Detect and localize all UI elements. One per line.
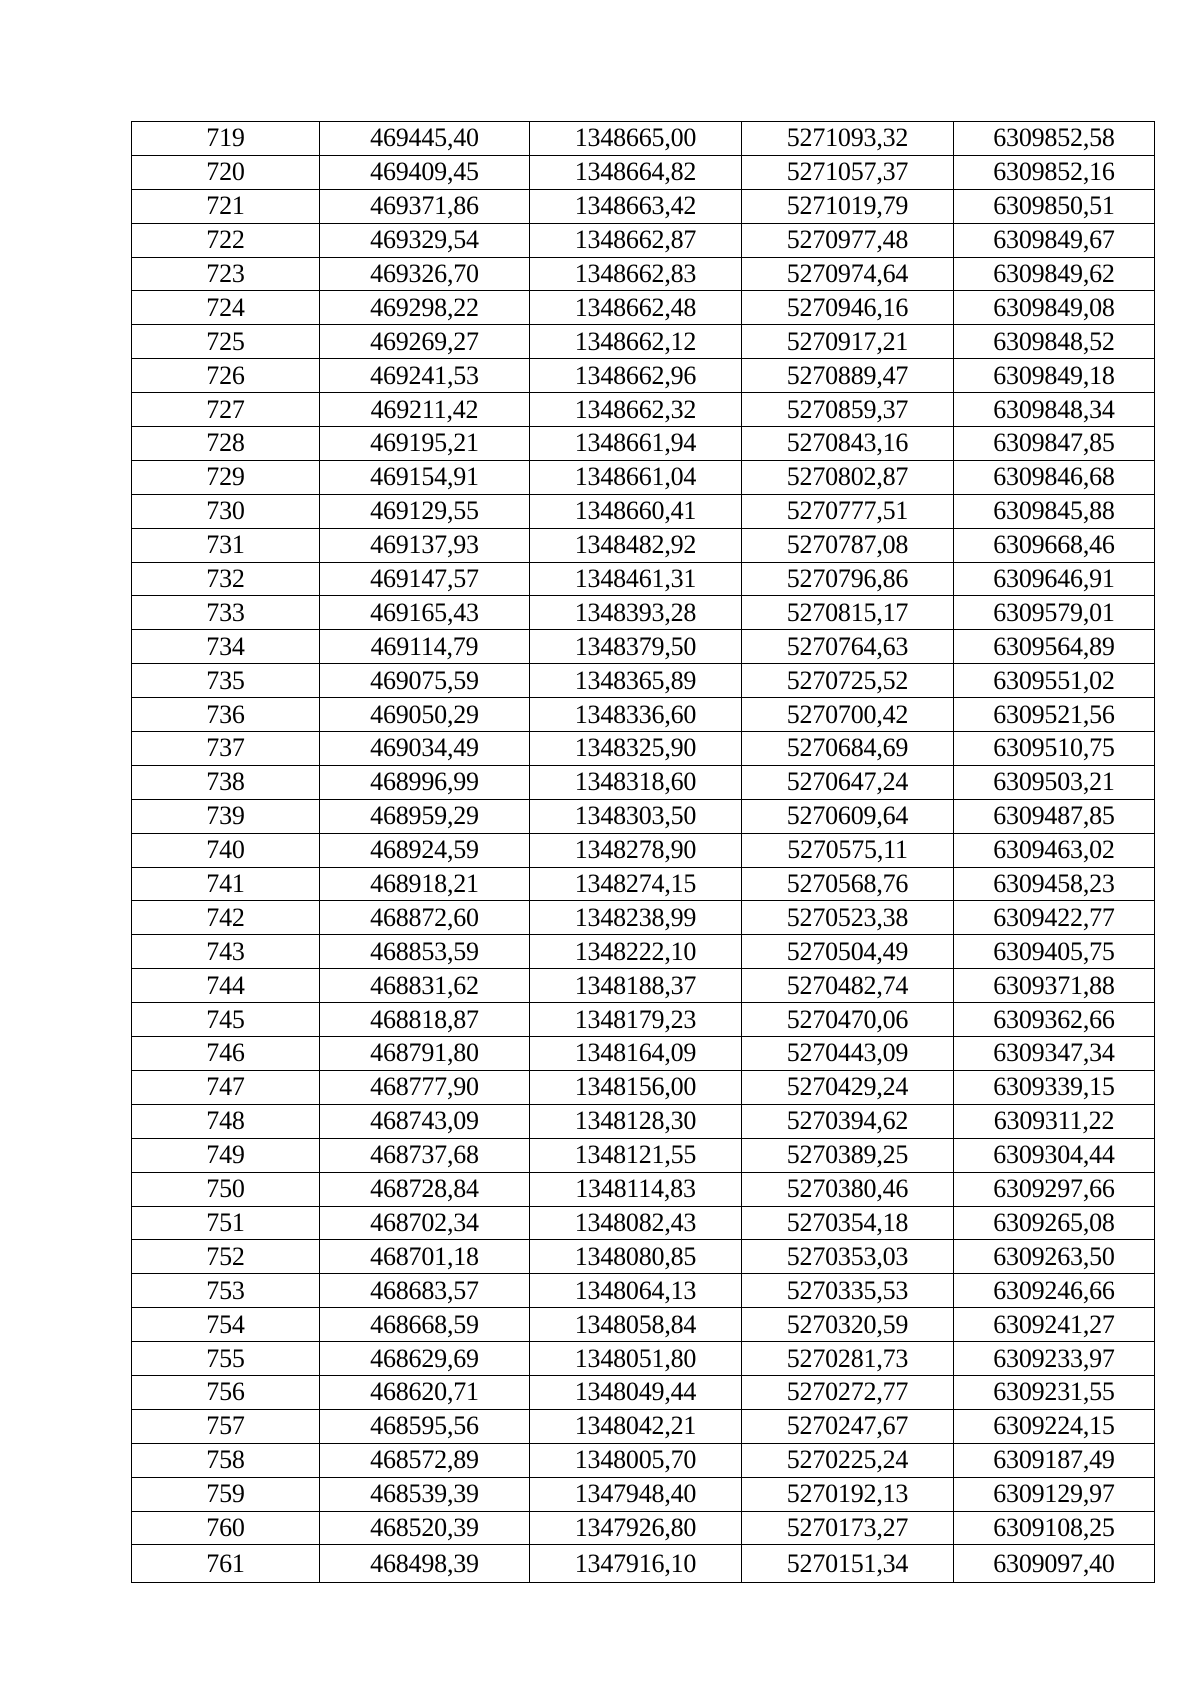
coordinate-x2-cell: 5270247,67 bbox=[742, 1409, 954, 1443]
coordinate-y1-cell: 1348121,55 bbox=[530, 1138, 742, 1172]
coordinate-x2-cell: 5270815,17 bbox=[742, 596, 954, 630]
coordinate-y2-cell: 6309487,85 bbox=[954, 799, 1155, 833]
table-row bbox=[132, 1037, 1155, 1071]
table-row bbox=[132, 596, 1155, 630]
coordinate-y2-cell: 6309846,68 bbox=[954, 460, 1155, 494]
table-row bbox=[132, 257, 1155, 291]
table-row bbox=[132, 1003, 1155, 1037]
table-row bbox=[132, 1511, 1155, 1545]
point-number-cell: 741 bbox=[132, 867, 320, 901]
point-number-cell: 749 bbox=[132, 1138, 320, 1172]
coordinate-y1-cell: 1348082,43 bbox=[530, 1206, 742, 1240]
coordinate-x2-cell: 5270151,34 bbox=[742, 1545, 954, 1583]
table-row bbox=[132, 1545, 1155, 1583]
coordinate-y1-cell: 1348662,48 bbox=[530, 291, 742, 325]
coordinate-y2-cell: 6309263,50 bbox=[954, 1240, 1155, 1274]
coordinate-x2-cell: 5270609,64 bbox=[742, 799, 954, 833]
point-number-cell: 756 bbox=[132, 1375, 320, 1409]
coordinate-x1-cell: 468629,69 bbox=[320, 1342, 530, 1376]
coordinate-x1-cell: 468520,39 bbox=[320, 1511, 530, 1545]
coordinate-y1-cell: 1348164,09 bbox=[530, 1037, 742, 1071]
coordinate-y2-cell: 6309187,49 bbox=[954, 1443, 1155, 1477]
coordinate-y1-cell: 1348303,50 bbox=[530, 799, 742, 833]
coordinate-y1-cell: 1347948,40 bbox=[530, 1477, 742, 1511]
coordinate-x1-cell: 469034,49 bbox=[320, 732, 530, 766]
point-number-cell: 738 bbox=[132, 765, 320, 799]
table-row bbox=[132, 1104, 1155, 1138]
table-row bbox=[132, 494, 1155, 528]
coordinate-x2-cell: 5270320,59 bbox=[742, 1308, 954, 1342]
table-row bbox=[132, 460, 1155, 494]
coordinate-x1-cell: 468743,09 bbox=[320, 1104, 530, 1138]
point-number-cell: 719 bbox=[132, 122, 320, 156]
coordinate-x2-cell: 5270523,38 bbox=[742, 901, 954, 935]
coordinate-x2-cell: 5270354,18 bbox=[742, 1206, 954, 1240]
coordinate-y2-cell: 6309224,15 bbox=[954, 1409, 1155, 1443]
coordinate-x1-cell: 468620,71 bbox=[320, 1375, 530, 1409]
coordinate-x1-cell: 469241,53 bbox=[320, 359, 530, 393]
coordinate-x2-cell: 5270889,47 bbox=[742, 359, 954, 393]
table-row bbox=[132, 1206, 1155, 1240]
point-number-cell: 736 bbox=[132, 698, 320, 732]
coordinate-y1-cell: 1347926,80 bbox=[530, 1511, 742, 1545]
coordinate-x2-cell: 5270192,13 bbox=[742, 1477, 954, 1511]
table-row bbox=[132, 528, 1155, 562]
coordinate-x1-cell: 468683,57 bbox=[320, 1274, 530, 1308]
coordinate-y1-cell: 1348482,92 bbox=[530, 528, 742, 562]
point-number-cell: 757 bbox=[132, 1409, 320, 1443]
coordinate-x2-cell: 5270380,46 bbox=[742, 1172, 954, 1206]
coordinate-x2-cell: 5270389,25 bbox=[742, 1138, 954, 1172]
coordinate-y2-cell: 6309304,44 bbox=[954, 1138, 1155, 1172]
coordinate-y2-cell: 6309849,67 bbox=[954, 223, 1155, 257]
coordinates-table bbox=[131, 121, 1155, 1583]
point-number-cell: 748 bbox=[132, 1104, 320, 1138]
coordinate-y1-cell: 1348365,89 bbox=[530, 664, 742, 698]
coordinate-x1-cell: 468996,99 bbox=[320, 765, 530, 799]
coordinate-x2-cell: 5270725,52 bbox=[742, 664, 954, 698]
coordinate-y2-cell: 6309848,34 bbox=[954, 393, 1155, 427]
point-number-cell: 754 bbox=[132, 1308, 320, 1342]
coordinate-x1-cell: 469329,54 bbox=[320, 223, 530, 257]
coordinate-x1-cell: 468595,56 bbox=[320, 1409, 530, 1443]
table-row bbox=[132, 765, 1155, 799]
table-row bbox=[132, 1477, 1155, 1511]
table-row bbox=[132, 935, 1155, 969]
coordinate-y2-cell: 6309265,08 bbox=[954, 1206, 1155, 1240]
table-row bbox=[132, 698, 1155, 732]
coordinate-y2-cell: 6309231,55 bbox=[954, 1375, 1155, 1409]
coordinate-y1-cell: 1348179,23 bbox=[530, 1003, 742, 1037]
coordinate-y1-cell: 1348058,84 bbox=[530, 1308, 742, 1342]
coordinate-y2-cell: 6309848,52 bbox=[954, 325, 1155, 359]
coordinate-x2-cell: 5270843,16 bbox=[742, 427, 954, 461]
table-row bbox=[132, 630, 1155, 664]
coordinate-x1-cell: 468924,59 bbox=[320, 833, 530, 867]
point-number-cell: 751 bbox=[132, 1206, 320, 1240]
coordinate-y1-cell: 1348278,90 bbox=[530, 833, 742, 867]
coordinate-x2-cell: 5270684,69 bbox=[742, 732, 954, 766]
coordinate-y2-cell: 6309579,01 bbox=[954, 596, 1155, 630]
table-row bbox=[132, 223, 1155, 257]
coordinate-y2-cell: 6309233,97 bbox=[954, 1342, 1155, 1376]
coordinate-y1-cell: 1348064,13 bbox=[530, 1274, 742, 1308]
coordinate-y1-cell: 1348188,37 bbox=[530, 969, 742, 1003]
coordinate-y1-cell: 1348325,90 bbox=[530, 732, 742, 766]
coordinate-x1-cell: 468818,87 bbox=[320, 1003, 530, 1037]
coordinate-y1-cell: 1348156,00 bbox=[530, 1070, 742, 1104]
table-row bbox=[132, 1342, 1155, 1376]
coordinate-x1-cell: 469154,91 bbox=[320, 460, 530, 494]
coordinate-y1-cell: 1348051,80 bbox=[530, 1342, 742, 1376]
coordinate-y2-cell: 6309852,16 bbox=[954, 155, 1155, 189]
table-row bbox=[132, 1409, 1155, 1443]
coordinate-y1-cell: 1348662,32 bbox=[530, 393, 742, 427]
table-row bbox=[132, 1443, 1155, 1477]
point-number-cell: 758 bbox=[132, 1443, 320, 1477]
table-row bbox=[132, 359, 1155, 393]
coordinate-x2-cell: 5270777,51 bbox=[742, 494, 954, 528]
coordinate-y1-cell: 1348080,85 bbox=[530, 1240, 742, 1274]
coordinate-y1-cell: 1348274,15 bbox=[530, 867, 742, 901]
coordinate-y2-cell: 6309347,34 bbox=[954, 1037, 1155, 1071]
coordinate-x1-cell: 469195,21 bbox=[320, 427, 530, 461]
point-number-cell: 759 bbox=[132, 1477, 320, 1511]
coordinate-x1-cell: 469445,40 bbox=[320, 122, 530, 156]
table-row bbox=[132, 799, 1155, 833]
point-number-cell: 739 bbox=[132, 799, 320, 833]
table-row bbox=[132, 122, 1155, 156]
coordinate-x2-cell: 5270353,03 bbox=[742, 1240, 954, 1274]
table-row bbox=[132, 1138, 1155, 1172]
coordinate-x2-cell: 5270225,24 bbox=[742, 1443, 954, 1477]
coordinate-x2-cell: 5270568,76 bbox=[742, 867, 954, 901]
coordinate-y1-cell: 1348336,60 bbox=[530, 698, 742, 732]
coordinate-x1-cell: 468853,59 bbox=[320, 935, 530, 969]
table-row bbox=[132, 427, 1155, 461]
coordinate-y2-cell: 6309108,25 bbox=[954, 1511, 1155, 1545]
coordinate-y1-cell: 1348662,87 bbox=[530, 223, 742, 257]
coordinate-y1-cell: 1348114,83 bbox=[530, 1172, 742, 1206]
coordinate-y1-cell: 1348042,21 bbox=[530, 1409, 742, 1443]
point-number-cell: 743 bbox=[132, 935, 320, 969]
coordinate-x1-cell: 468539,39 bbox=[320, 1477, 530, 1511]
coordinate-x2-cell: 5270394,62 bbox=[742, 1104, 954, 1138]
coordinate-x2-cell: 5271019,79 bbox=[742, 189, 954, 223]
coordinate-y1-cell: 1348379,50 bbox=[530, 630, 742, 664]
point-number-cell: 752 bbox=[132, 1240, 320, 1274]
point-number-cell: 755 bbox=[132, 1342, 320, 1376]
point-number-cell: 746 bbox=[132, 1037, 320, 1071]
coordinate-y2-cell: 6309646,91 bbox=[954, 562, 1155, 596]
coordinate-x2-cell: 5271057,37 bbox=[742, 155, 954, 189]
table-row bbox=[132, 969, 1155, 1003]
coordinate-y2-cell: 6309246,66 bbox=[954, 1274, 1155, 1308]
coordinate-y2-cell: 6309371,88 bbox=[954, 969, 1155, 1003]
coordinate-x2-cell: 5270796,86 bbox=[742, 562, 954, 596]
point-number-cell: 724 bbox=[132, 291, 320, 325]
coordinate-y2-cell: 6309458,23 bbox=[954, 867, 1155, 901]
coordinate-x2-cell: 5270575,11 bbox=[742, 833, 954, 867]
coordinate-y2-cell: 6309241,27 bbox=[954, 1308, 1155, 1342]
coordinate-x1-cell: 468701,18 bbox=[320, 1240, 530, 1274]
table-row bbox=[132, 732, 1155, 766]
coordinate-y2-cell: 6309551,02 bbox=[954, 664, 1155, 698]
coordinate-y1-cell: 1348664,82 bbox=[530, 155, 742, 189]
coordinate-x1-cell: 469298,22 bbox=[320, 291, 530, 325]
point-number-cell: 723 bbox=[132, 257, 320, 291]
table-row bbox=[132, 325, 1155, 359]
coordinate-y2-cell: 6309311,22 bbox=[954, 1104, 1155, 1138]
coordinate-x2-cell: 5270470,06 bbox=[742, 1003, 954, 1037]
coordinate-x1-cell: 469129,55 bbox=[320, 494, 530, 528]
coordinate-x1-cell: 469114,79 bbox=[320, 630, 530, 664]
coordinate-y2-cell: 6309564,89 bbox=[954, 630, 1155, 664]
coordinate-x2-cell: 5270504,49 bbox=[742, 935, 954, 969]
point-number-cell: 727 bbox=[132, 393, 320, 427]
coordinate-y1-cell: 1348049,44 bbox=[530, 1375, 742, 1409]
coordinate-x2-cell: 5270787,08 bbox=[742, 528, 954, 562]
point-number-cell: 729 bbox=[132, 460, 320, 494]
table-row bbox=[132, 1172, 1155, 1206]
point-number-cell: 720 bbox=[132, 155, 320, 189]
coordinate-x2-cell: 5270647,24 bbox=[742, 765, 954, 799]
point-number-cell: 725 bbox=[132, 325, 320, 359]
coordinate-x1-cell: 468831,62 bbox=[320, 969, 530, 1003]
coordinate-x2-cell: 5270859,37 bbox=[742, 393, 954, 427]
coordinate-x2-cell: 5271093,32 bbox=[742, 122, 954, 156]
point-number-cell: 732 bbox=[132, 562, 320, 596]
table-row bbox=[132, 901, 1155, 935]
coordinate-y2-cell: 6309847,85 bbox=[954, 427, 1155, 461]
coordinate-y2-cell: 6309362,66 bbox=[954, 1003, 1155, 1037]
coordinate-x1-cell: 469050,29 bbox=[320, 698, 530, 732]
coordinate-x2-cell: 5270764,63 bbox=[742, 630, 954, 664]
coordinate-x1-cell: 469075,59 bbox=[320, 664, 530, 698]
coordinate-y2-cell: 6309849,18 bbox=[954, 359, 1155, 393]
coordinate-y1-cell: 1348238,99 bbox=[530, 901, 742, 935]
point-number-cell: 737 bbox=[132, 732, 320, 766]
coordinate-x1-cell: 469371,86 bbox=[320, 189, 530, 223]
point-number-cell: 735 bbox=[132, 664, 320, 698]
coordinate-x1-cell: 468737,68 bbox=[320, 1138, 530, 1172]
coordinate-x1-cell: 468572,89 bbox=[320, 1443, 530, 1477]
coordinate-y1-cell: 1347916,10 bbox=[530, 1545, 742, 1583]
coordinate-y1-cell: 1348660,41 bbox=[530, 494, 742, 528]
point-number-cell: 753 bbox=[132, 1274, 320, 1308]
coordinate-y2-cell: 6309849,62 bbox=[954, 257, 1155, 291]
table-row bbox=[132, 291, 1155, 325]
coordinate-y1-cell: 1348663,42 bbox=[530, 189, 742, 223]
coordinate-y2-cell: 6309850,51 bbox=[954, 189, 1155, 223]
coordinate-x2-cell: 5270482,74 bbox=[742, 969, 954, 1003]
coordinates-table-body bbox=[132, 122, 1155, 1583]
point-number-cell: 760 bbox=[132, 1511, 320, 1545]
coordinate-x1-cell: 469137,93 bbox=[320, 528, 530, 562]
coordinate-y2-cell: 6309422,77 bbox=[954, 901, 1155, 935]
point-number-cell: 731 bbox=[132, 528, 320, 562]
coordinate-y1-cell: 1348393,28 bbox=[530, 596, 742, 630]
coordinate-x1-cell: 468959,29 bbox=[320, 799, 530, 833]
table-row bbox=[132, 1274, 1155, 1308]
coordinate-y2-cell: 6309845,88 bbox=[954, 494, 1155, 528]
coordinate-x1-cell: 469409,45 bbox=[320, 155, 530, 189]
coordinate-y2-cell: 6309521,56 bbox=[954, 698, 1155, 732]
point-number-cell: 761 bbox=[132, 1545, 320, 1583]
coordinate-x1-cell: 468728,84 bbox=[320, 1172, 530, 1206]
coordinate-y1-cell: 1348661,04 bbox=[530, 460, 742, 494]
table-row bbox=[132, 1308, 1155, 1342]
coordinate-x2-cell: 5270272,77 bbox=[742, 1375, 954, 1409]
coordinate-y2-cell: 6309852,58 bbox=[954, 122, 1155, 156]
coordinate-y1-cell: 1348661,94 bbox=[530, 427, 742, 461]
coordinate-x1-cell: 469147,57 bbox=[320, 562, 530, 596]
point-number-cell: 747 bbox=[132, 1070, 320, 1104]
point-number-cell: 733 bbox=[132, 596, 320, 630]
coordinate-x1-cell: 469165,43 bbox=[320, 596, 530, 630]
point-number-cell: 722 bbox=[132, 223, 320, 257]
table-row bbox=[132, 664, 1155, 698]
coordinate-y1-cell: 1348662,96 bbox=[530, 359, 742, 393]
table-row bbox=[132, 833, 1155, 867]
coordinate-y1-cell: 1348005,70 bbox=[530, 1443, 742, 1477]
coordinate-y1-cell: 1348222,10 bbox=[530, 935, 742, 969]
coordinate-y2-cell: 6309129,97 bbox=[954, 1477, 1155, 1511]
coordinate-x1-cell: 469326,70 bbox=[320, 257, 530, 291]
coordinate-x2-cell: 5270443,09 bbox=[742, 1037, 954, 1071]
table-row bbox=[132, 562, 1155, 596]
table-row bbox=[132, 155, 1155, 189]
coordinate-x1-cell: 468668,59 bbox=[320, 1308, 530, 1342]
coordinate-x2-cell: 5270977,48 bbox=[742, 223, 954, 257]
coordinate-y1-cell: 1348662,12 bbox=[530, 325, 742, 359]
coordinate-x1-cell: 468872,60 bbox=[320, 901, 530, 935]
coordinate-y2-cell: 6309339,15 bbox=[954, 1070, 1155, 1104]
coordinate-x2-cell: 5270281,73 bbox=[742, 1342, 954, 1376]
coordinate-x1-cell: 469269,27 bbox=[320, 325, 530, 359]
coordinate-y2-cell: 6309510,75 bbox=[954, 732, 1155, 766]
coordinate-x1-cell: 469211,42 bbox=[320, 393, 530, 427]
coordinate-y2-cell: 6309405,75 bbox=[954, 935, 1155, 969]
table-row bbox=[132, 189, 1155, 223]
coordinate-x1-cell: 468777,90 bbox=[320, 1070, 530, 1104]
coordinate-y2-cell: 6309503,21 bbox=[954, 765, 1155, 799]
coordinate-x1-cell: 468791,80 bbox=[320, 1037, 530, 1071]
coordinate-x2-cell: 5270335,53 bbox=[742, 1274, 954, 1308]
coordinate-x1-cell: 468702,34 bbox=[320, 1206, 530, 1240]
coordinate-x2-cell: 5270173,27 bbox=[742, 1511, 954, 1545]
coordinate-x2-cell: 5270429,24 bbox=[742, 1070, 954, 1104]
table-row bbox=[132, 393, 1155, 427]
coordinate-y2-cell: 6309668,46 bbox=[954, 528, 1155, 562]
point-number-cell: 730 bbox=[132, 494, 320, 528]
point-number-cell: 745 bbox=[132, 1003, 320, 1037]
coordinate-x2-cell: 5270974,64 bbox=[742, 257, 954, 291]
table-row bbox=[132, 1375, 1155, 1409]
coordinate-y1-cell: 1348461,31 bbox=[530, 562, 742, 596]
coordinate-x2-cell: 5270700,42 bbox=[742, 698, 954, 732]
point-number-cell: 734 bbox=[132, 630, 320, 664]
coordinate-x2-cell: 5270802,87 bbox=[742, 460, 954, 494]
table-row bbox=[132, 1240, 1155, 1274]
coordinate-y1-cell: 1348662,83 bbox=[530, 257, 742, 291]
point-number-cell: 721 bbox=[132, 189, 320, 223]
coordinate-y1-cell: 1348665,00 bbox=[530, 122, 742, 156]
point-number-cell: 726 bbox=[132, 359, 320, 393]
coordinate-y2-cell: 6309297,66 bbox=[954, 1172, 1155, 1206]
coordinate-x1-cell: 468498,39 bbox=[320, 1545, 530, 1583]
coordinate-y2-cell: 6309849,08 bbox=[954, 291, 1155, 325]
point-number-cell: 750 bbox=[132, 1172, 320, 1206]
coordinate-x2-cell: 5270917,21 bbox=[742, 325, 954, 359]
point-number-cell: 740 bbox=[132, 833, 320, 867]
coordinate-y1-cell: 1348128,30 bbox=[530, 1104, 742, 1138]
coordinate-y2-cell: 6309097,40 bbox=[954, 1545, 1155, 1583]
table-row bbox=[132, 1070, 1155, 1104]
coordinate-x1-cell: 468918,21 bbox=[320, 867, 530, 901]
point-number-cell: 742 bbox=[132, 901, 320, 935]
point-number-cell: 728 bbox=[132, 427, 320, 461]
table-row bbox=[132, 867, 1155, 901]
coordinate-x2-cell: 5270946,16 bbox=[742, 291, 954, 325]
coordinate-y2-cell: 6309463,02 bbox=[954, 833, 1155, 867]
coordinate-y1-cell: 1348318,60 bbox=[530, 765, 742, 799]
point-number-cell: 744 bbox=[132, 969, 320, 1003]
